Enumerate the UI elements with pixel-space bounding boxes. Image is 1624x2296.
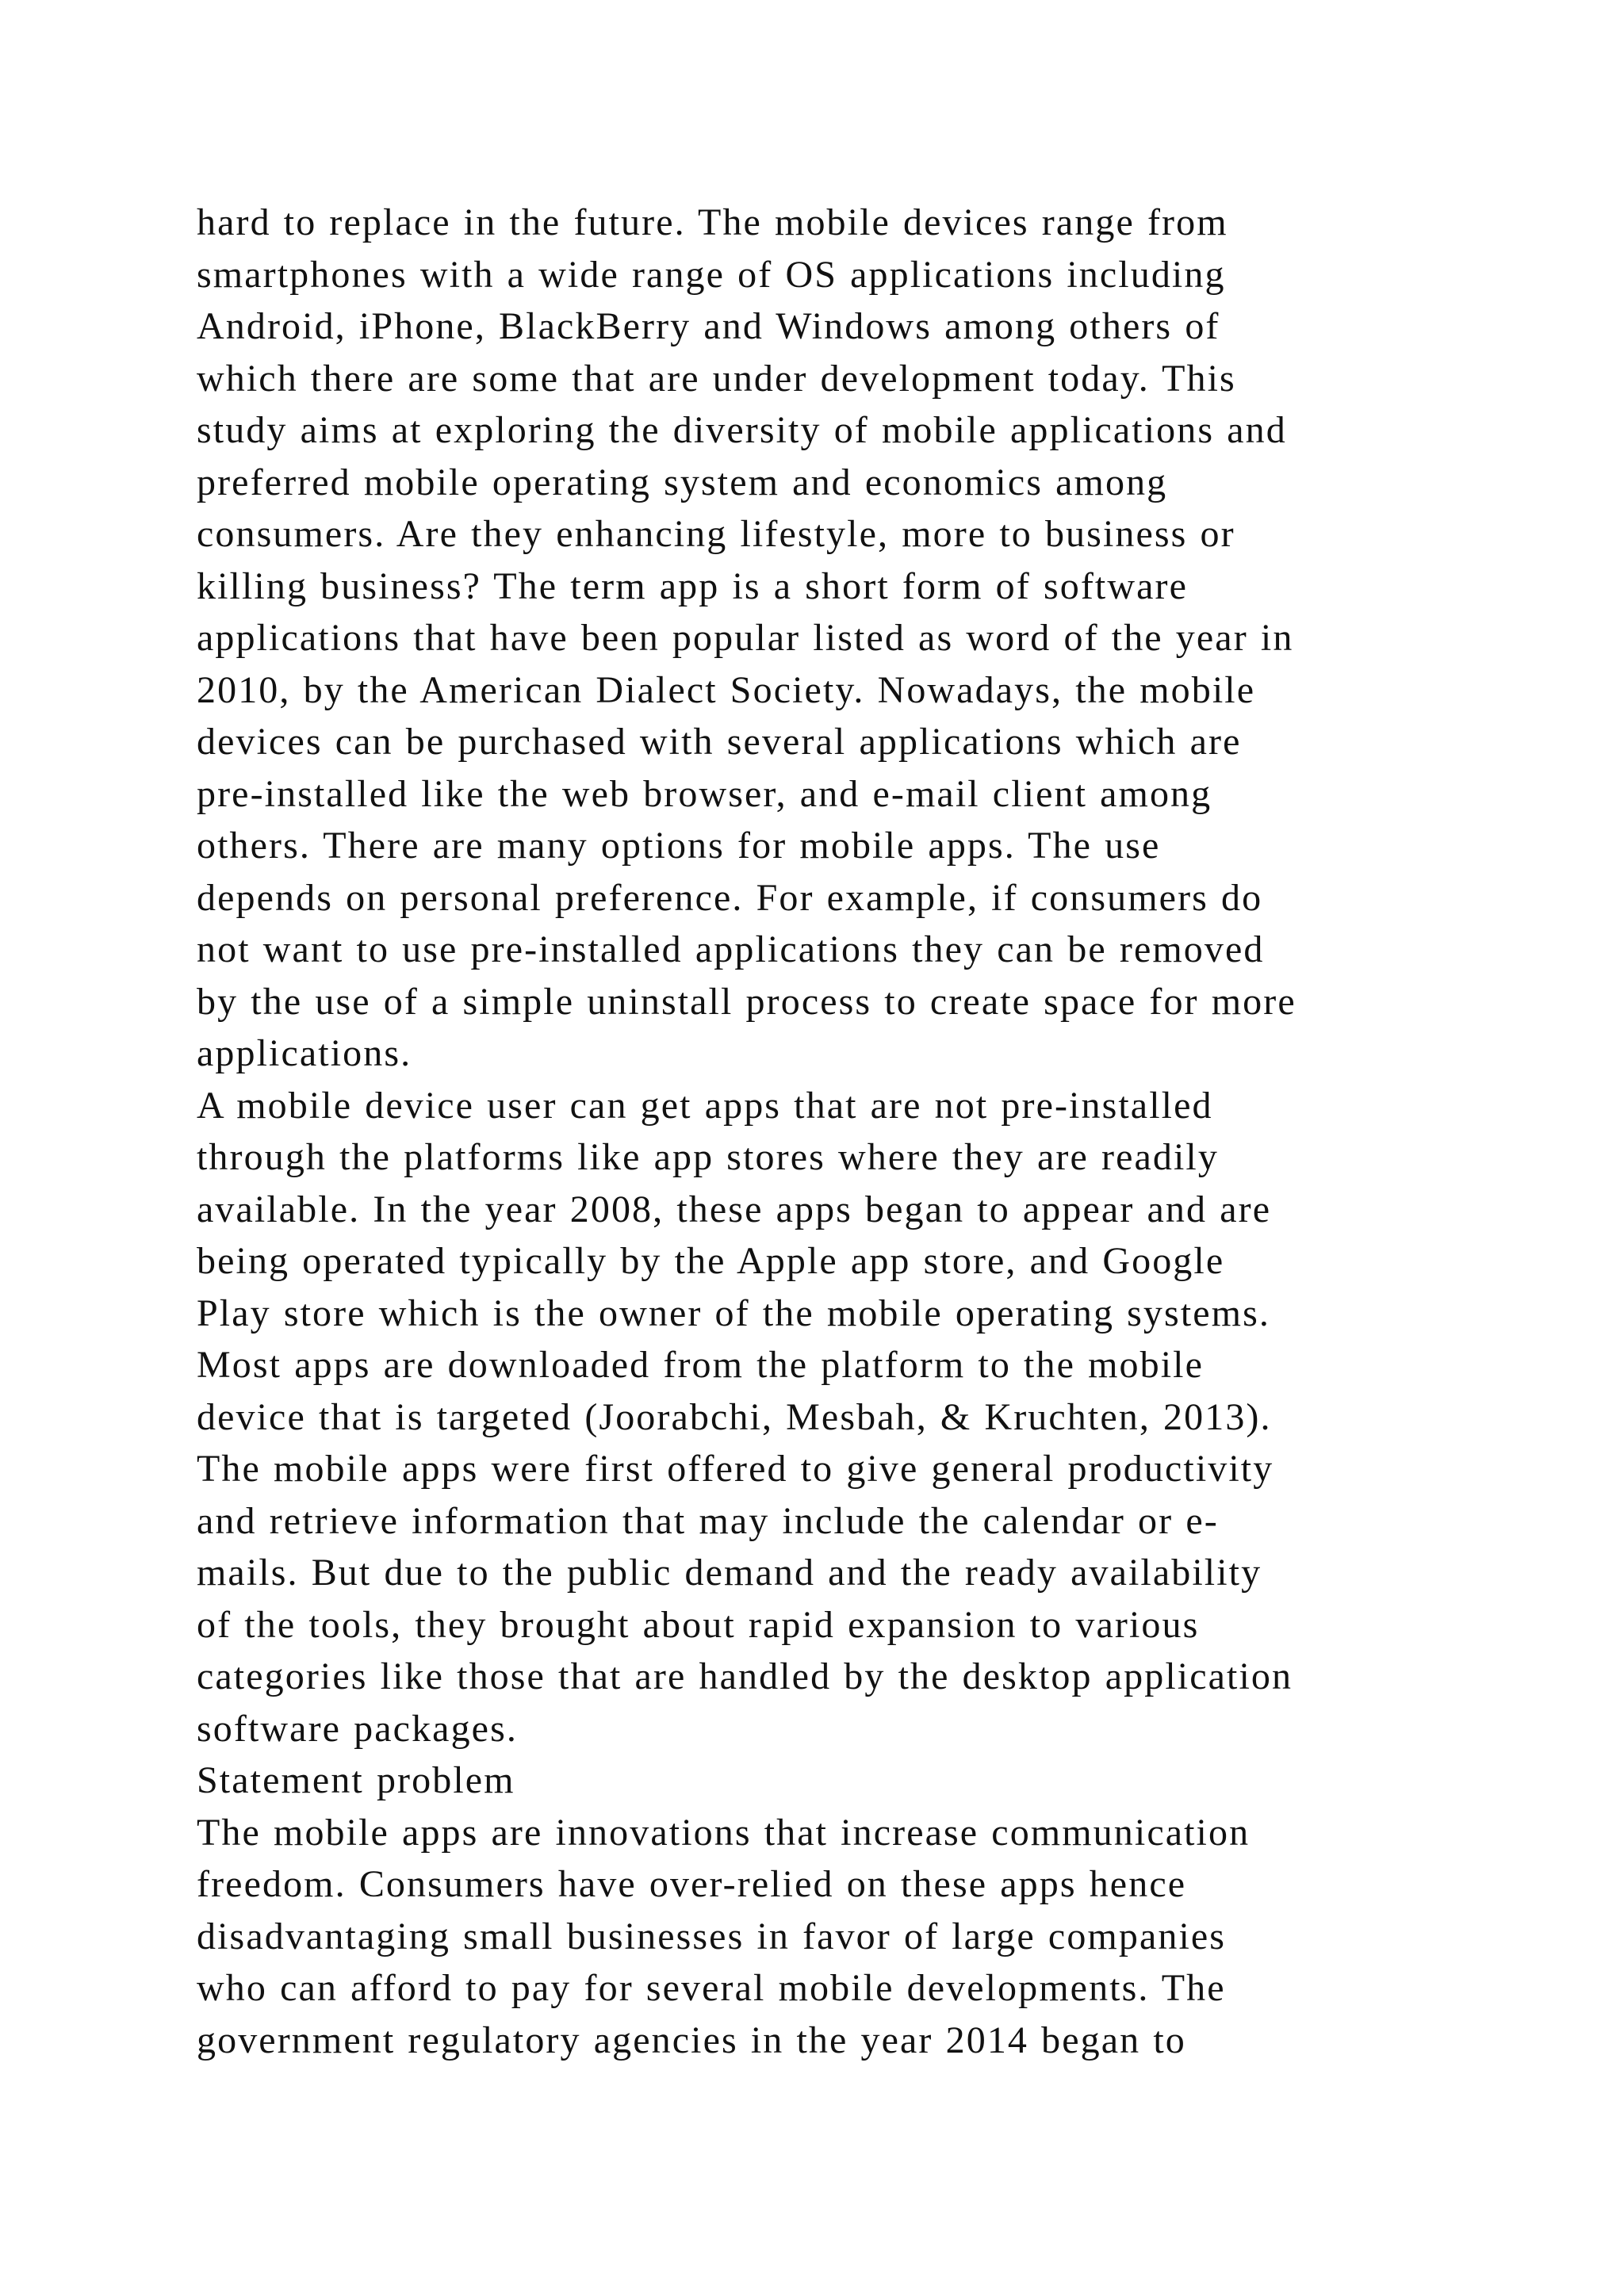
text-line: devices can be purchased with several applications which are	[197, 721, 1242, 763]
text-line: Most apps are downloaded from the platform to the mobile	[197, 1344, 1204, 1386]
text-line: pre-installed like the web browser, and e-mail client among	[197, 772, 1212, 815]
text-line: 2010, by the American Dialect Society. Nowadays, the mobile	[197, 668, 1256, 711]
text-line: software packages.	[197, 1707, 518, 1750]
text-line: The mobile apps were first offered to give general productivity	[197, 1448, 1274, 1490]
section-heading: Statement problem	[197, 1759, 515, 1801]
text-line: categories like those that are handled by the desktop application	[197, 1655, 1293, 1697]
text-line: Android, iPhone, BlackBerry and Windows among others of	[197, 305, 1220, 347]
document-body	[197, 197, 1465, 2066]
text-line: hard to replace in the future. The mobile devices range from	[197, 201, 1228, 243]
text-line: depends on personal preference. For example, if consumers do	[197, 876, 1263, 919]
text-line: applications.	[197, 1032, 412, 1074]
text-line: disadvantaging small businesses in favor of large companies	[197, 1915, 1227, 1957]
text-line: device that is targeted (Joorabchi, Mesbah, & Kruchten, 2013).	[197, 1395, 1272, 1438]
text-line: smartphones with a wide range of OS applications including	[197, 253, 1226, 296]
text-line: available. In the year 2008, these apps began to appear and are	[197, 1188, 1272, 1230]
text-line: through the platforms like app stores where they are readily	[197, 1136, 1219, 1178]
text-line: government regulatory agencies in the year 2014 began to	[197, 2019, 1186, 2061]
text-line: being operated typically by the Apple app store, and Google	[197, 1240, 1225, 1282]
text-line: not want to use pre-installed applications they can be removed	[197, 928, 1265, 970]
text-line: preferred mobile operating system and economics among	[197, 461, 1168, 503]
text-line: which there are some that are under development today. This	[197, 357, 1236, 400]
text-line: consumers. Are they enhancing lifestyle, more to business or	[197, 513, 1235, 555]
text-line: killing business? The term app is a short form of software	[197, 564, 1189, 607]
text-line: study aims at exploring the diversity of mobile applications and	[197, 409, 1287, 451]
text-line: and retrieve information that may include the calendar or e-	[197, 1499, 1219, 1542]
text-line: mails. But due to the public demand and the ready availability	[197, 1552, 1262, 1594]
text-line: others. There are many options for mobile apps. The use	[197, 825, 1161, 867]
text-line: applications that have been popular listed as word of the year in	[197, 617, 1294, 659]
text-line: A mobile device user can get apps that are not pre-installed	[197, 1084, 1213, 1127]
text-line: who can afford to pay for several mobile developments. The	[197, 1967, 1226, 2009]
text-line: Play store which is the owner of the mobile operating systems.	[197, 1292, 1270, 1334]
text-line: freedom. Consumers have over-relied on these apps hence	[197, 1863, 1187, 1905]
text-line: of the tools, they brought about rapid expansion to various	[197, 1603, 1200, 1646]
text-line: by the use of a simple uninstall process to create space for more	[197, 980, 1297, 1023]
text-line: The mobile apps are innovations that increase communication	[197, 1811, 1251, 1854]
